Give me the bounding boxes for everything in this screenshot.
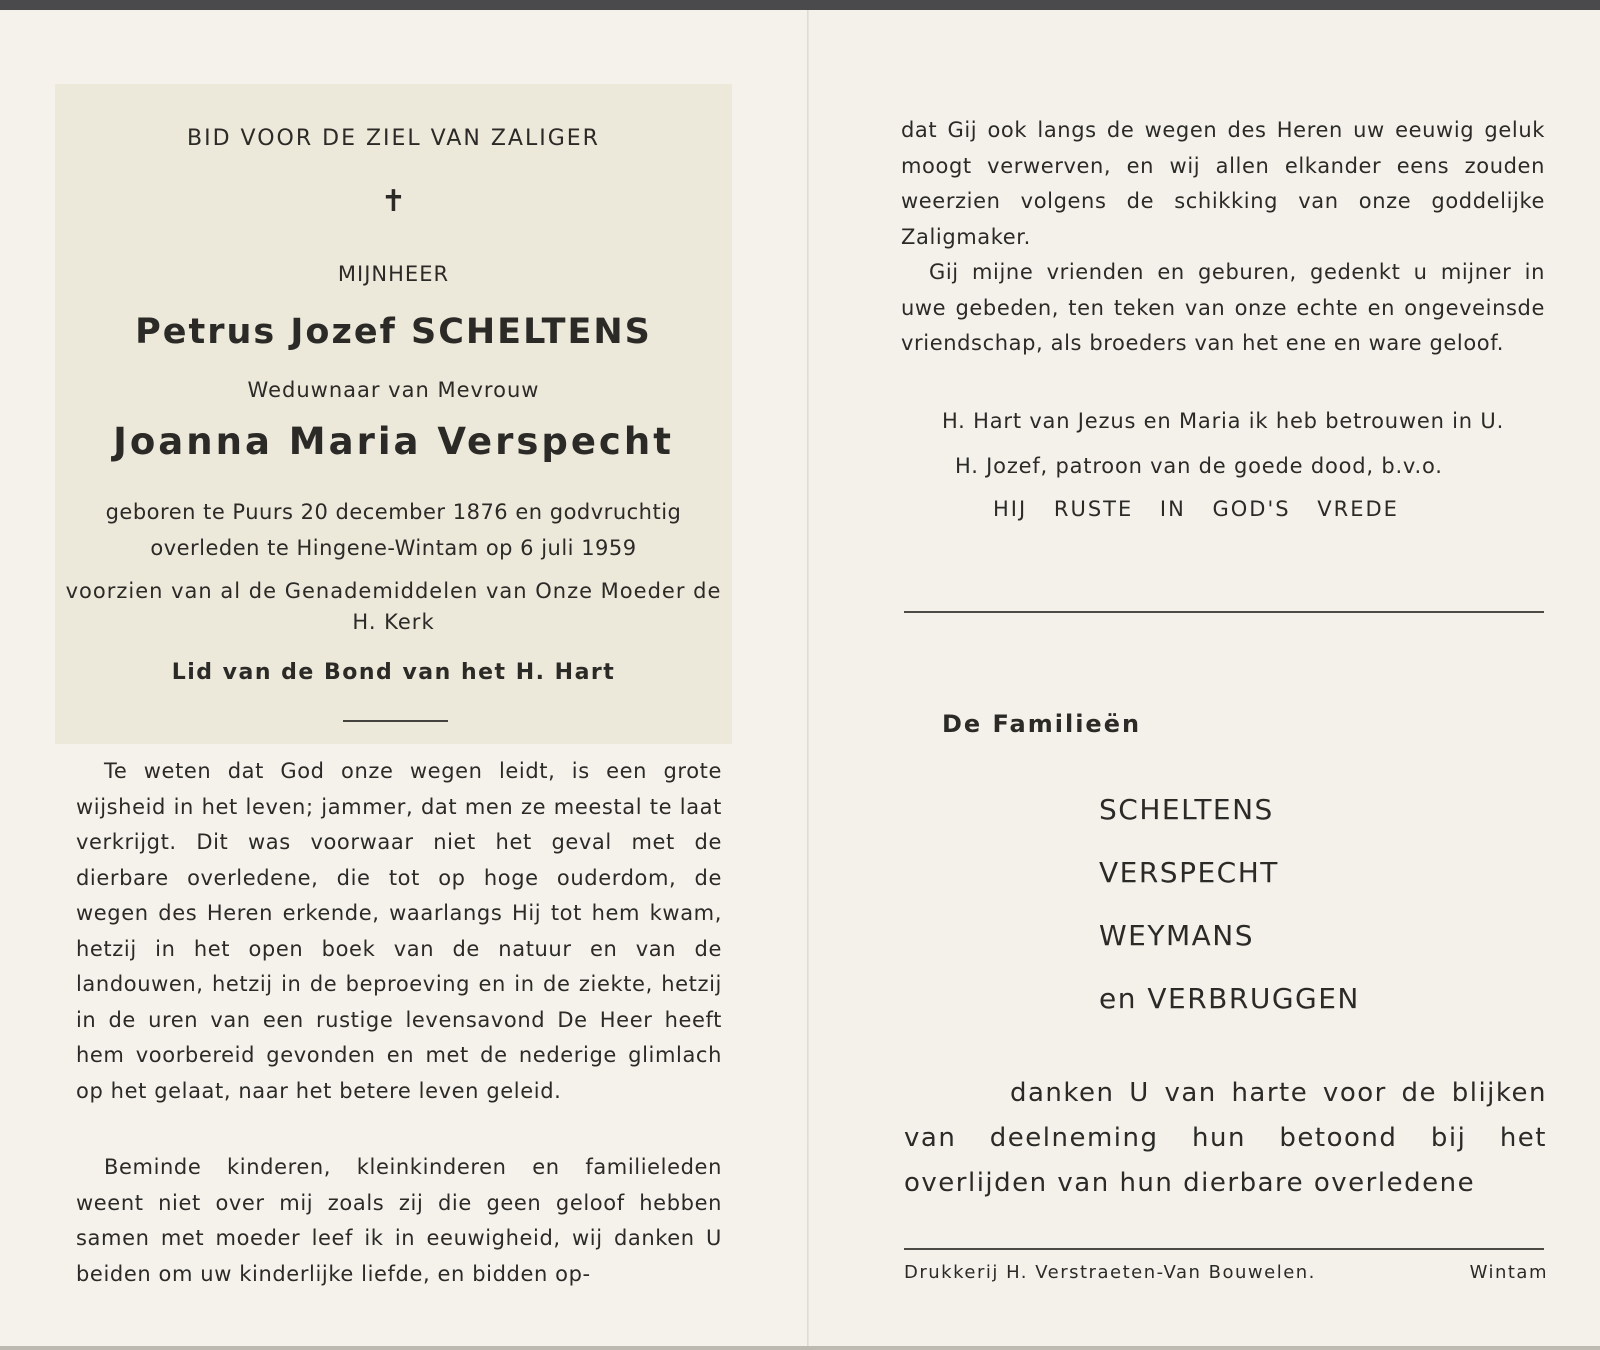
widower-line: Weduwnaar van Mevrouw	[247, 378, 540, 402]
family-name: VERSPECHT	[1099, 856, 1279, 889]
invocation-line: H. Hart van Jezus en Maria ik heb betrouwen in U.	[941, 409, 1505, 433]
divider	[904, 611, 1544, 613]
header-panel	[55, 84, 732, 744]
right-paragraph-1: dat Gij ook langs de wegen des Heren uw eeuwig geluk moogt verwerven, en wij allen elkander eens zouden weerzien volgens de schikking van onze goddelijke Zaligmaker.	[901, 118, 1545, 249]
bottom-edge-strip	[0, 1346, 1600, 1350]
family-name: WEYMANS	[1099, 919, 1255, 952]
top-edge-strip	[0, 0, 1600, 10]
printer-credit	[904, 1262, 1548, 1283]
family-name: en VERBRUGGEN	[1099, 982, 1360, 1015]
sacraments-line: voorzien van al de Genademiddelen van Onze Moeder de H. Kerk	[65, 579, 722, 634]
membership-line: Lid van de Bond van het H. Hart	[171, 660, 616, 685]
right-paragraph-2: Gij mijne vrienden en geburen, gedenkt u mijner in uwe gebeden, ten teken van onze echte en ongeveinsde vriendschap, als broeders van het ene en ware geloof.	[901, 260, 1545, 355]
families-title: De Familieën	[942, 710, 1142, 738]
printer-name: Drukkerij H. Verstraeten-Van Bouwelen.	[904, 1262, 1316, 1283]
divider	[904, 1248, 1544, 1250]
thanks-paragraph: danken U van harte voor de blijken van deelneming hun betoond bij het overlijden van hun dierbare overledene	[904, 1078, 1547, 1198]
family-name: SCHELTENS	[1099, 793, 1274, 826]
families-list	[1099, 790, 1360, 1042]
deceased-name: Petrus Jozef SCHELTENS	[135, 312, 652, 352]
divider	[343, 720, 448, 722]
birth-death-line: geboren te Puurs 20 december 1876 en godvruchtig overleden te Hingene-Wintam op 6 juli 1959	[105, 500, 682, 560]
prayer-heading: BID VOOR DE ZIEL VAN ZALIGER	[187, 126, 600, 151]
left-paragraph-1: Te weten dat God onze wegen leidt, is een grote wijsheid in het leven; jammer, dat men ze meestal te laat verkrijgt. Dit was voorwaar niet het geval met de dierbare overledene, die tot op hoge ouderdom, de wegen des Heren erkende, waarlangs Hij tot hem kwam, hetzij in het open boek van de natuur en van de landouwen, hetzij in de beproeving en in de ziekte, hetzij in de uren van een rustige levensavond De Heer heeft hem voorbereid gevonden en met de nederige glimlach op het gelaat, naar het betere leven geleid.	[76, 759, 722, 1103]
left-paragraph-2: Beminde kinderen, kleinkinderen en familieleden weent niet over mij zoals zij die geen geloof hebben samen met moeder leef ik in eeuwigheid, wij danken U beiden om uw kinderlijke liefde, en bidden op-	[76, 1155, 722, 1286]
card-fold	[807, 10, 809, 1350]
wife-name: Joanna Maria Verspecht	[113, 420, 674, 463]
rest-in-peace-line: HIJ RUSTE IN GOD'S VREDE	[993, 497, 1399, 521]
jozef-line: H. Jozef, patroon van de goede dood, b.v.o.	[955, 454, 1443, 478]
printer-place: Wintam	[1469, 1262, 1548, 1283]
cross-icon: ✝	[380, 184, 407, 219]
honorific: MIJNHEER	[337, 262, 450, 286]
